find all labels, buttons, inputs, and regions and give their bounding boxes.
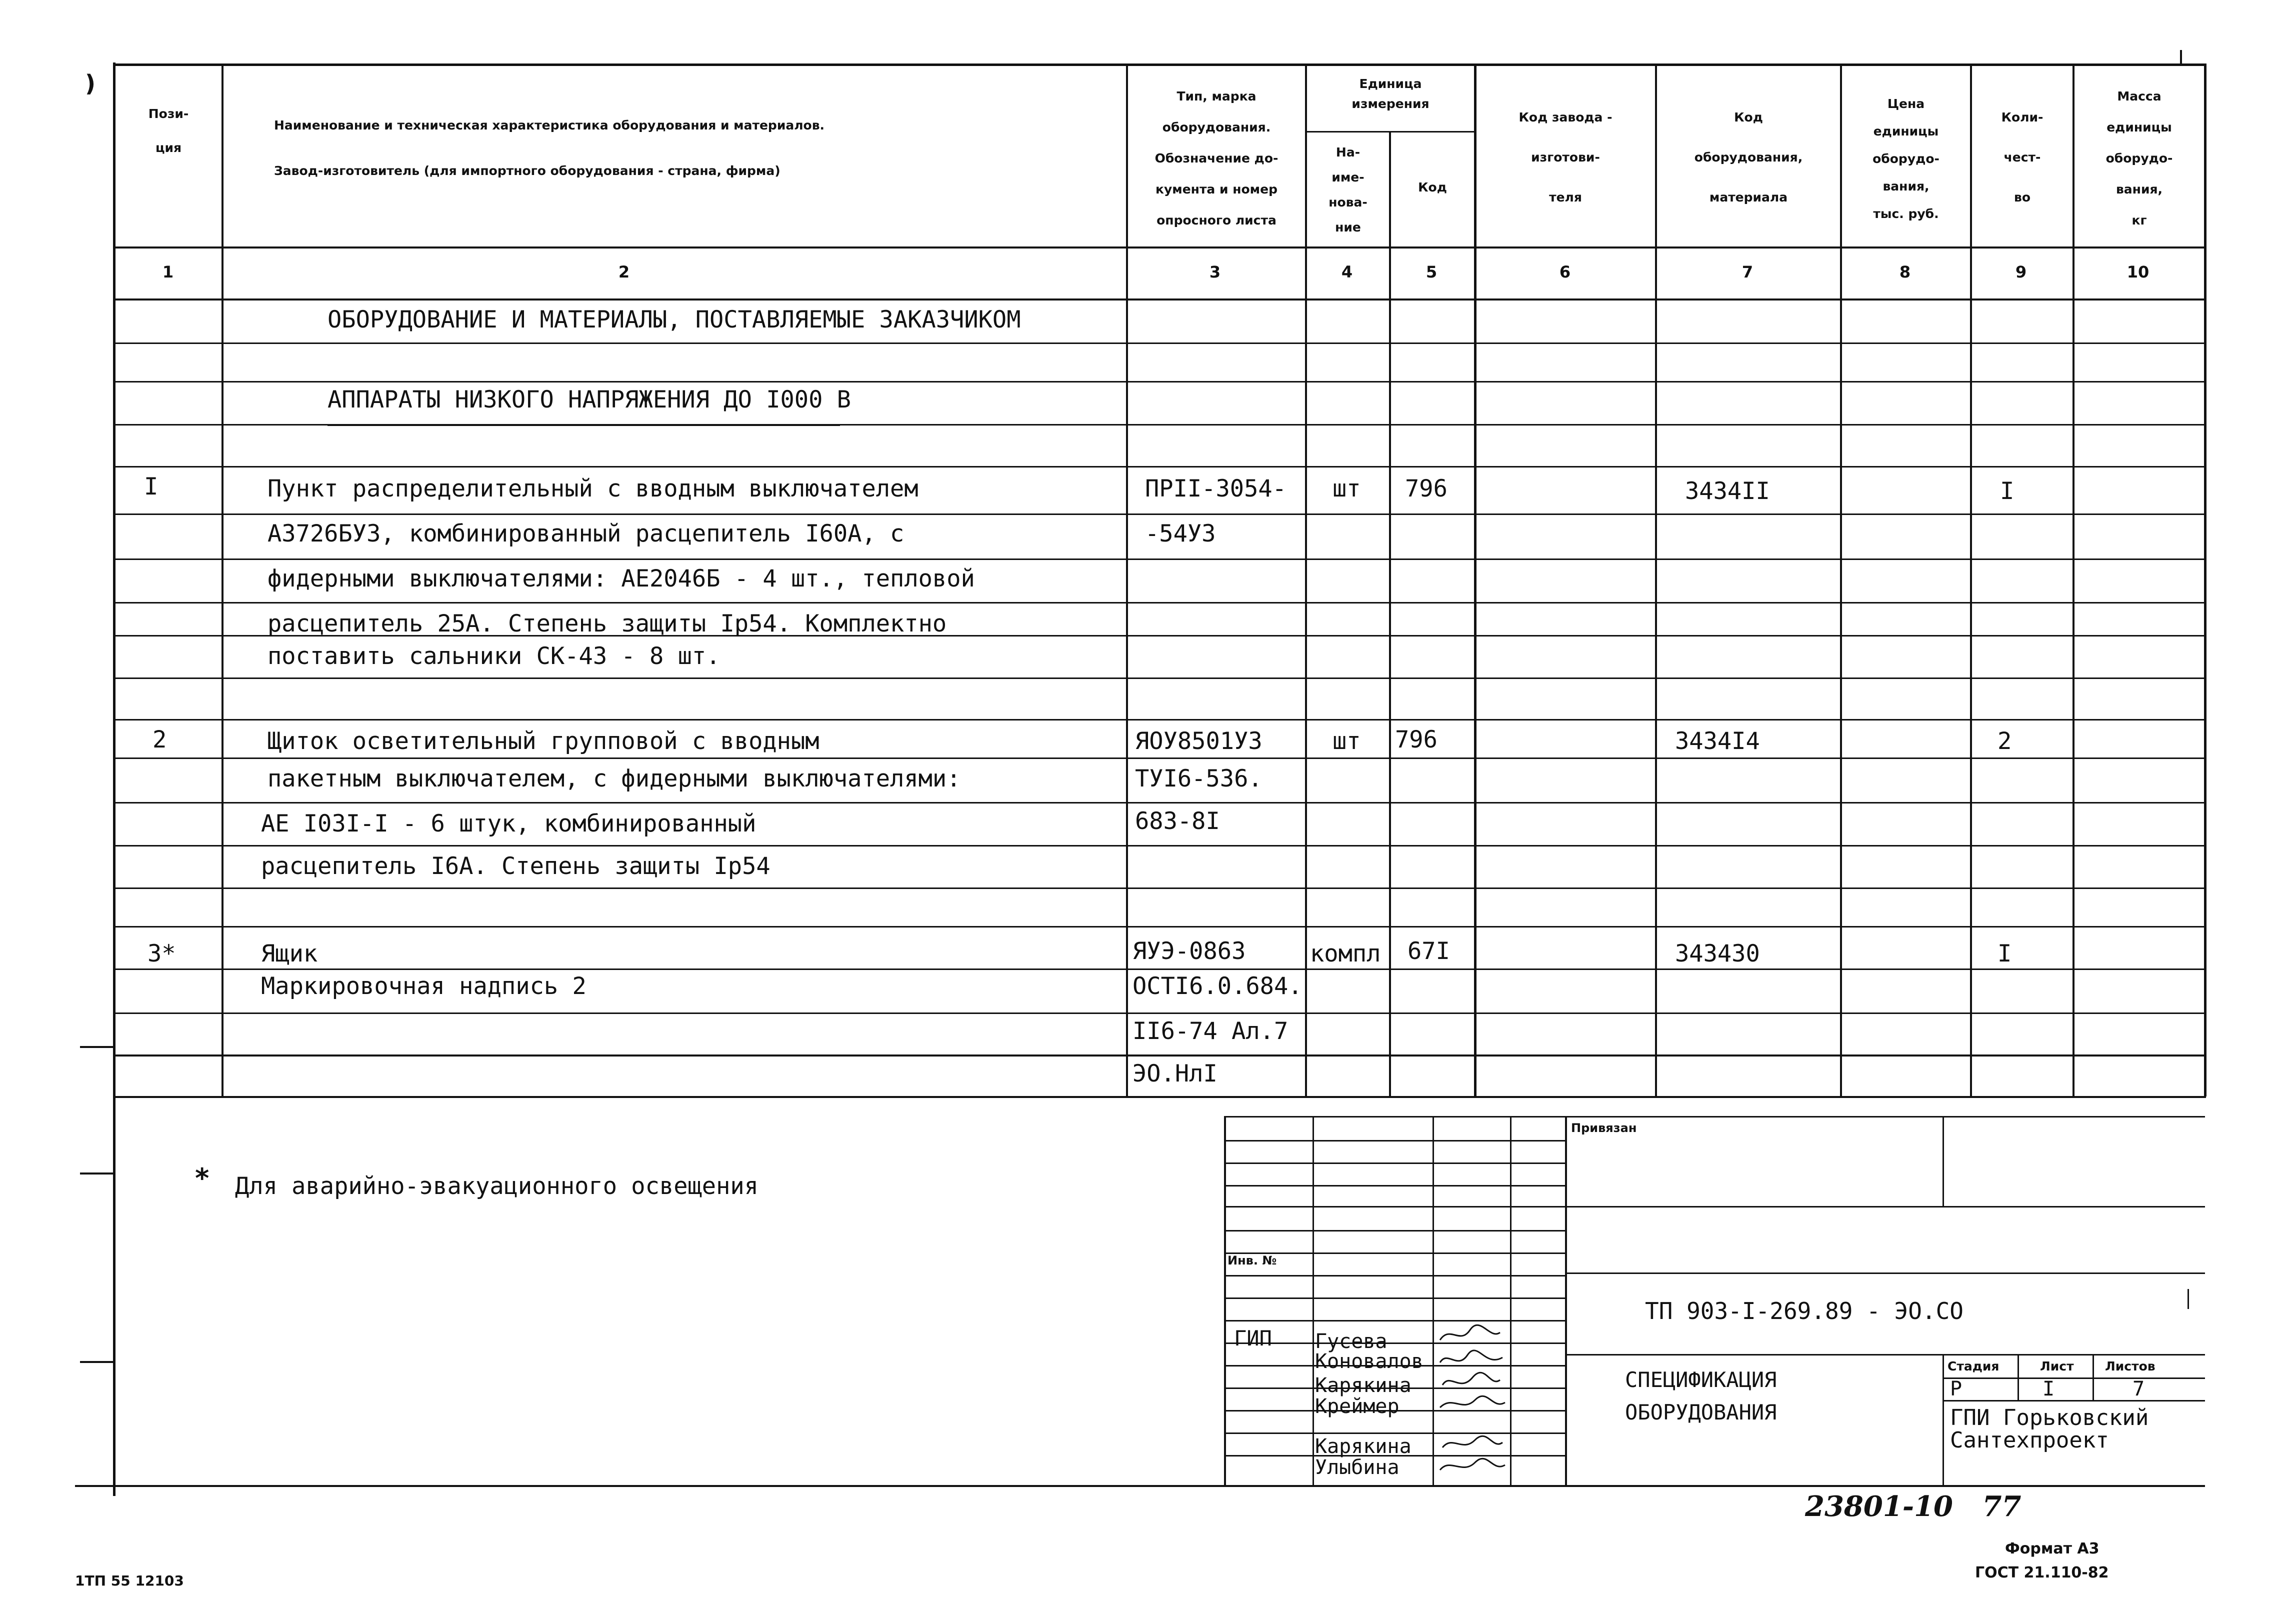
row-line — [114, 1012, 2206, 1014]
header-text: опросного листа — [1156, 213, 1276, 228]
item-description: Ящик — [261, 940, 318, 968]
gost-label: ГОСТ 21.110-82 — [1975, 1564, 2109, 1582]
stamp-line — [1565, 1272, 2205, 1274]
header-text: кумента и номер — [1156, 182, 1278, 196]
stamp-line — [1225, 1432, 1565, 1434]
signer-name: Улыбина — [1315, 1456, 1400, 1479]
header-position — [116, 102, 221, 160]
item-type: ЭО.НлI — [1132, 1060, 1218, 1088]
stamp-line — [1225, 1230, 1565, 1232]
stamp-line — [1225, 1116, 2205, 1118]
header-text: Код завода - — [1518, 110, 1612, 124]
row-line — [114, 802, 2206, 804]
item-description: Пункт распределительный с вводным выключателем — [268, 475, 918, 502]
header-text: Наименование и техническая характеристика оборудования и материалов. — [274, 118, 825, 132]
item-quantity: 2 — [1998, 728, 2012, 755]
stamp-line — [1942, 1378, 2205, 1379]
item-description: фидерными выключателями: АЕ2046Б - 4 шт., тепловой — [268, 565, 975, 592]
signer-name: Карякина — [1315, 1374, 1412, 1397]
header-text: единицы — [1873, 124, 1939, 138]
header-text: ция — [155, 140, 182, 155]
header-text: оборудо- — [1872, 152, 1940, 166]
header-bottom-border — [114, 246, 2206, 248]
right-frame-border — [2204, 1054, 2206, 1096]
header-quantity — [1972, 98, 2072, 218]
item-type: ОСТI6.0.684. — [1132, 972, 1302, 1000]
top-right-tick — [2180, 50, 2182, 65]
item-type: 683-8I — [1135, 808, 1220, 835]
row-line — [114, 926, 2206, 928]
header-text: вания, — [1882, 179, 1930, 194]
header-text: нова- — [1328, 195, 1368, 210]
stage-label: Стадия — [1948, 1359, 2000, 1374]
table-bottom-border — [114, 1054, 2206, 1056]
edge-mark — [2188, 1289, 2189, 1309]
stamp-line — [1225, 1185, 1565, 1186]
item-description: Маркировочная надпись 2 — [261, 972, 586, 1000]
inv-no-label: Инв. № — [1228, 1254, 1277, 1268]
signer-name: Карякина — [1315, 1435, 1412, 1458]
header-text: Цена — [1887, 96, 1925, 111]
item-type: ПРII-3054- — [1145, 475, 1286, 502]
item-description: расцепитель 25А. Степень защиты Ip54. Комплектно — [268, 610, 947, 638]
document-title: ОБОРУДОВАНИЯ — [1625, 1400, 1777, 1424]
stamp-line — [1225, 1206, 2205, 1208]
stamp-vline — [1432, 1116, 1434, 1486]
col-divider — [2072, 1054, 2074, 1096]
header-text: во — [2014, 190, 2030, 204]
header-text: Пози- — [148, 106, 189, 121]
header-text: материала — [1709, 190, 1788, 204]
row-line — [114, 719, 2206, 720]
header-text: оборудования. — [1162, 120, 1271, 134]
footnote-mark: * — [194, 1162, 210, 1194]
item-description: А3726БУ3, комбинированный расцепитель I60А, с — [268, 520, 904, 548]
stamp-vline — [1312, 1116, 1314, 1486]
header-text: ние — [1335, 220, 1361, 234]
sheets-value: 7 — [2132, 1378, 2145, 1400]
header-unit — [1307, 74, 1474, 114]
stamp-line — [1225, 1298, 1565, 1299]
row-line — [114, 558, 2206, 560]
header-price — [1842, 90, 1970, 228]
row-line — [114, 602, 2206, 604]
item-description: пакетным выключателем, с фидерными выключателями: — [268, 765, 961, 792]
item-type: II6-74 Ал.7 — [1132, 1018, 1288, 1045]
column-number: 8 — [1899, 262, 1911, 282]
item-position: 3* — [148, 940, 176, 968]
column-number: 10 — [2126, 262, 2150, 282]
left-code: 1ТП 55 12103 — [75, 1572, 184, 1589]
numbers-bottom-border — [114, 298, 2206, 300]
header-name — [225, 114, 1125, 182]
item-position: I — [144, 473, 158, 500]
organization: Сантехпроект — [1950, 1428, 2109, 1453]
header-text: измерения — [1352, 96, 1430, 111]
item-unit: шт — [1332, 728, 1361, 755]
section-title: ОБОРУДОВАНИЕ И МАТЕРИАЛЫ, ПОСТАВЛЯЕМЫЕ ЗАКАЗЧИКОМ — [328, 306, 1021, 334]
header-unit-name — [1307, 140, 1389, 240]
header-text: Тип, марка — [1176, 89, 1256, 104]
table-final-border — [114, 1096, 2206, 1098]
stamp-line — [1942, 1400, 2205, 1402]
column-number: 1 — [162, 262, 174, 282]
header-text: Завод-изготовитель (для импортного оборудования - страна, фирма) — [274, 164, 780, 178]
handwritten-number: 23801-10 77 — [1805, 1490, 2022, 1523]
item-equipment-code: 3434I4 — [1675, 728, 1760, 755]
row-line — [114, 758, 2206, 759]
col-divider — [1655, 1054, 1657, 1096]
column-number: 9 — [2015, 262, 2027, 282]
column-number: 7 — [1742, 262, 1754, 282]
row-line — [114, 678, 2206, 679]
organization: ГПИ Горьковский — [1950, 1405, 2149, 1430]
header-type — [1128, 81, 1305, 236]
header-text: единицы — [2106, 120, 2172, 134]
row-line — [114, 845, 2206, 846]
item-unit-code: 796 — [1405, 475, 1448, 502]
header-text: На- — [1336, 145, 1360, 160]
header-text: Обозначение до- — [1154, 151, 1278, 166]
column-number: 2 — [618, 262, 630, 282]
stamp-vline — [1942, 1116, 1944, 1206]
item-unit-code: 796 — [1395, 726, 1438, 754]
col-divider — [1840, 1054, 1842, 1096]
stamp-vline — [1942, 1354, 1944, 1485]
item-description: расцепитель I6А. Степень защиты Ip54 — [261, 852, 770, 880]
margin-tick — [80, 1172, 115, 1174]
item-quantity: I — [2000, 478, 2014, 505]
item-description: АЕ I03I-I - 6 штук, комбинированный — [261, 810, 756, 838]
item-type: ЯУЭ-0863 — [1132, 938, 1246, 965]
row-line — [114, 514, 2206, 515]
header-text: Единица — [1359, 76, 1422, 91]
footnote-text: Для аварийно-эвакуационного освещения — [235, 1172, 758, 1200]
stamp-vline — [1224, 1116, 1226, 1486]
document-title: СПЕЦИФИКАЦИЯ — [1625, 1368, 1777, 1392]
header-text: теля — [1549, 190, 1582, 204]
header-equipment-code — [1657, 98, 1840, 218]
column-number: 4 — [1341, 262, 1353, 282]
stamp-vline — [2092, 1354, 2094, 1400]
item-description: поставить сальники СК-43 - 8 шт. — [268, 642, 720, 670]
stamp-vline — [2018, 1354, 2019, 1400]
item-type: ТУI6-536. — [1135, 765, 1262, 792]
col-divider — [1970, 1054, 1972, 1096]
column-number: 6 — [1559, 262, 1571, 282]
row-line — [114, 968, 2206, 970]
signer-name: Гусева — [1315, 1330, 1388, 1353]
item-quantity: I — [1998, 940, 2012, 968]
signer-name: Коновалов — [1315, 1350, 1424, 1373]
signer-name: Креймер — [1315, 1395, 1400, 1418]
stamp-line — [1225, 1342, 1565, 1344]
item-description: Щиток осветительный групповой с вводным — [268, 728, 820, 755]
item-position: 2 — [152, 726, 167, 754]
header-text: оборудо- — [2106, 151, 2173, 166]
subsection-title: АППАРАТЫ НИЗКОГО НАПРЯЖЕНИЯ ДО I000 В — [328, 386, 851, 414]
item-equipment-code: 343430 — [1675, 940, 1760, 968]
stamp-line — [1565, 1354, 2205, 1356]
header-text: изготови- — [1531, 150, 1600, 164]
item-unit: компл — [1310, 940, 1381, 968]
header-plant-code — [1476, 98, 1655, 218]
header-text: име- — [1332, 170, 1364, 184]
row-line — [114, 381, 2206, 382]
row-line — [114, 466, 2206, 468]
role-gip: ГИП — [1234, 1326, 1272, 1350]
header-text: вания, — [2116, 182, 2163, 196]
item-type: ЯОУ8501У3 — [1135, 728, 1262, 755]
privyazan-label: Привязан — [1571, 1121, 1637, 1135]
document-code: ТП 903-I-269.89 - ЭО.СО — [1645, 1298, 1964, 1324]
item-equipment-code: 3434II — [1685, 478, 1770, 505]
header-text: Коли- — [2001, 110, 2044, 124]
stamp-line — [1225, 1140, 1565, 1142]
header-text: Масса — [2117, 89, 2162, 104]
col-divider — [1474, 1054, 1476, 1096]
col-divider — [1305, 1054, 1307, 1096]
row-line — [114, 888, 2206, 889]
item-unit: шт — [1332, 475, 1361, 502]
stamp-line — [1225, 1275, 1565, 1276]
stage-value: Р — [1950, 1378, 1962, 1400]
subsection-underline — [328, 424, 840, 426]
column-number: 5 — [1426, 262, 1438, 282]
format-label: Формат А3 — [2005, 1540, 2100, 1558]
header-text: тыс. руб. — [1873, 206, 1939, 221]
margin-tick — [80, 1046, 115, 1048]
item-unit-code: 67I — [1408, 938, 1450, 965]
sheet-label: Лист — [2040, 1359, 2074, 1374]
stamp-bottom-border — [75, 1485, 2205, 1487]
sheet-value: I — [2042, 1378, 2055, 1400]
column-number: 3 — [1209, 262, 1221, 282]
stamp-line — [1225, 1162, 1565, 1164]
col-divider — [1389, 1054, 1391, 1096]
corner-mark: ) — [85, 70, 96, 97]
header-mass — [2074, 81, 2204, 236]
left-frame-border — [113, 62, 116, 1496]
stamp-line — [1225, 1320, 1565, 1322]
margin-tick — [80, 1361, 115, 1363]
header-text: чест- — [2004, 150, 2041, 164]
stamp-vline — [1510, 1116, 1512, 1486]
col-divider — [222, 64, 224, 1056]
col-divider — [222, 1054, 224, 1096]
item-type: -54У3 — [1145, 520, 1216, 548]
right-frame-border — [2204, 64, 2206, 1056]
col-divider — [1126, 1054, 1128, 1096]
row-line — [114, 342, 2206, 344]
header-unit-code: Код — [1418, 180, 1447, 194]
header-text: Код — [1734, 110, 1763, 124]
signature-image — [1435, 1320, 1510, 1485]
header-text: оборудования, — [1694, 150, 1803, 164]
sheets-label: Листов — [2105, 1359, 2156, 1374]
header-text: кг — [2132, 213, 2147, 228]
stamp-vline — [1565, 1116, 1567, 1486]
table-top-border — [114, 64, 2206, 66]
